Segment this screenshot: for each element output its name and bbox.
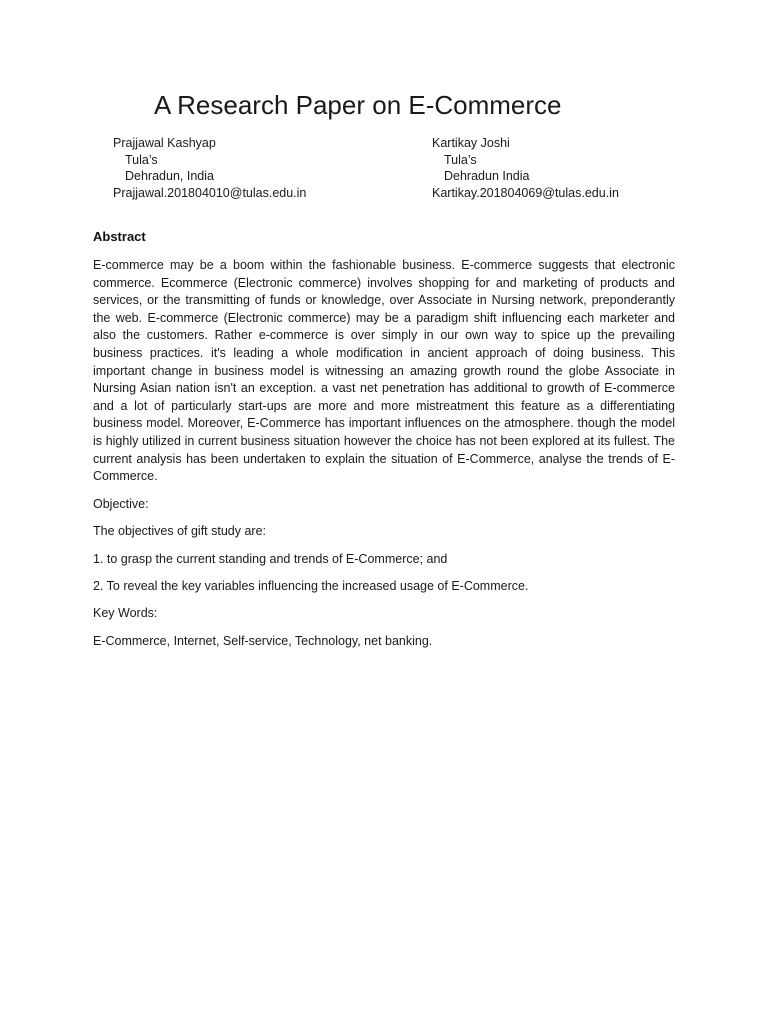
author-affiliation: Tula’s xyxy=(444,152,477,167)
author-location: Dehradun, India xyxy=(125,169,214,183)
objectives-intro: The objectives of gift study are: xyxy=(93,524,267,538)
objective-item-2: 2. To reveal the key variables influencing the increased usage of E-Commerce. xyxy=(93,579,529,593)
author-email: Prajjawal.201804010@tulas.edu.in xyxy=(113,185,307,200)
abstract-text: E-commerce may be a boom within the fashionable business. E-commerce suggests that electronic commerce. Ecommerce (Electronic commerce) involves shopping for and marketing of products and services, or the transmitting of funds or knowledge, over Associate in Nursing network, preponderantly the web. E-commerce (Electronic commerce) may be a paradigm shift influencing each marketer and also the customers. Rather e-commerce is over simply in our own way to spice up the prevailing business practices. it's leading a whole modification in ancient approach of doing business. This important change in business model is witnessing an amazing growth round the globe Associate in Nursing Asian nation isn't an exception. a vast net penetration has additional to growth of E-commerce and a lot of particularly start-ups are more and more mistreatment this feature as a differentiating business model. Moreover, E-Commerce has important influences on the atmosphere. though the model is highly utilized in current business situation however the choice has not been explored at its fullest. The current analysis has been undertaken to explain the situation of E-Commerce, analyse the trends of E-Commerce. xyxy=(93,258,675,484)
author-block-2 xyxy=(432,135,619,201)
paper-title: A Research Paper on E-Commerce xyxy=(154,90,562,120)
author-name: Kartikay Joshi xyxy=(432,136,510,150)
objective-label: Objective: xyxy=(93,497,149,511)
author-block-1 xyxy=(113,135,306,201)
objective-item-1: 1. to grasp the current standing and trends of E-Commerce; and xyxy=(93,552,448,566)
keywords-label: Key Words: xyxy=(93,606,158,620)
author-location: Dehradun India xyxy=(444,169,530,183)
author-affiliation: Tula’s xyxy=(125,152,158,167)
author-email: Kartikay.201804069@tulas.edu.in xyxy=(432,185,619,200)
author-name: Prajjawal Kashyap xyxy=(113,136,216,150)
abstract-heading: Abstract xyxy=(93,229,146,244)
keywords-text: E-Commerce, Internet, Self-service, Technology, net banking. xyxy=(93,634,433,648)
